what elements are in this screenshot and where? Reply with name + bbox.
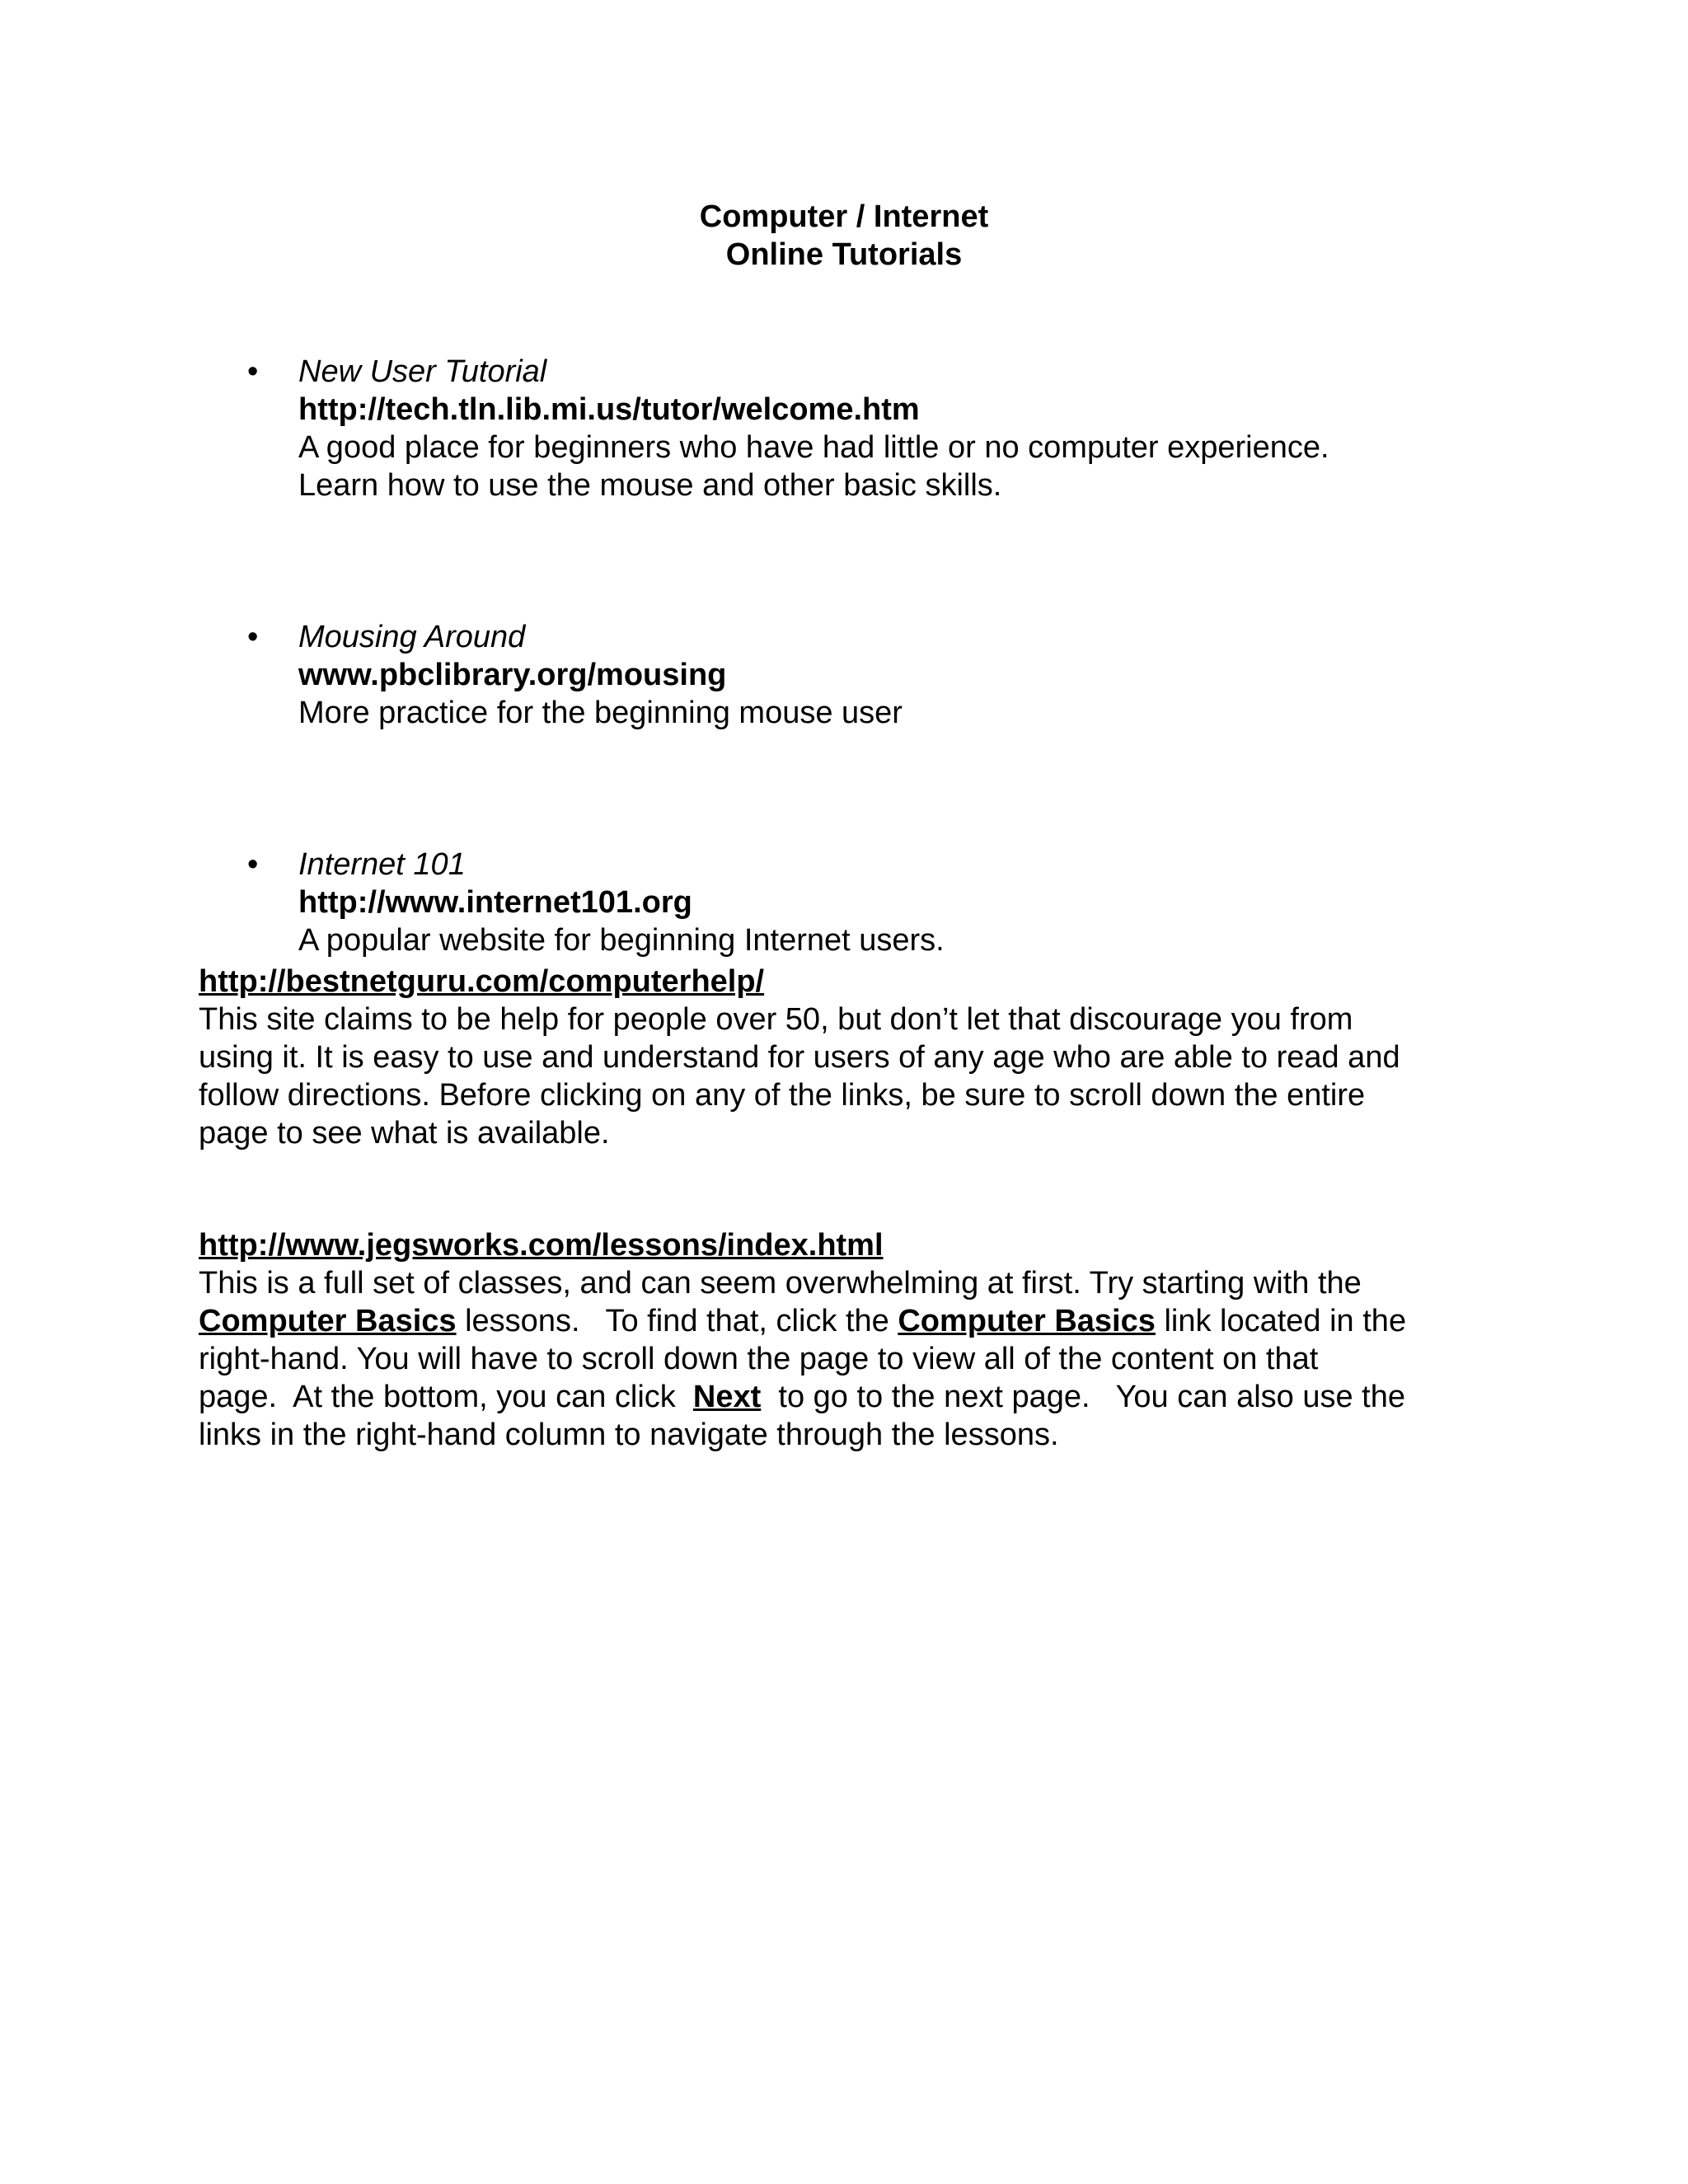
tutorial-url: http://tech.tln.lib.mi.us/tutor/welcome.htm (298, 392, 920, 427)
next-link[interactable]: Next (692, 1380, 762, 1414)
tutorial-list (247, 353, 1484, 959)
tutorial-description-line: A popular website for beginning Internet users. (298, 923, 945, 958)
computer-basics-link[interactable]: Computer Basics (199, 1304, 457, 1338)
tutorial-description-line: A good place for beginners who have had little or no computer experience. (298, 430, 1329, 465)
bullet-icon: • (247, 354, 259, 389)
jegsworks-link[interactable]: http://www.jegsworks.com/lessons/index.html (199, 1228, 884, 1263)
section-text-line: This site claims to be help for people over 50, but don’t let that discourage you from (199, 1002, 1353, 1037)
section-text-line: page to see what is available. (199, 1116, 610, 1151)
bullet-icon: • (247, 847, 259, 882)
tutorial-description-line: Learn how to use the mouse and other basic skills. (298, 468, 1002, 503)
title-line-2: Online Tutorials (725, 237, 963, 272)
inline-text: page. At the bottom, you can click (199, 1380, 693, 1414)
section-text-line: This is a full set of classes, and can seem overwhelming at first. Try starting with the (199, 1266, 1362, 1301)
section-text-line (199, 1302, 1501, 1340)
page-title (0, 198, 1688, 274)
section-text-line: using it. It is easy to use and understand for users of any age who are able to read and (199, 1040, 1400, 1075)
section-text-line: right-hand. You will have to scroll down the page to view all of the content on that (199, 1342, 1319, 1376)
bullet-icon: • (247, 620, 259, 654)
inline-text: link located in the (1155, 1304, 1407, 1338)
tutorial-url: www.pbclibrary.org/mousing (298, 658, 727, 692)
title-line-1: Computer / Internet (699, 199, 989, 234)
inline-text: lessons. To find that, click the (456, 1304, 898, 1338)
tutorial-title: Internet 101 (298, 847, 466, 882)
list-item (247, 353, 1484, 504)
bestnetguru-link[interactable]: http://bestnetguru.com/computerhelp/ (199, 964, 765, 999)
list-item (247, 618, 1484, 732)
inline-text: to go to the next page. You can also use the (761, 1380, 1405, 1414)
section-text-line: links in the right-hand column to navigate through the lessons. (199, 1418, 1059, 1452)
list-item (247, 846, 1484, 959)
section-text-line: follow directions. Before clicking on any of the links, be sure to scroll down the entire (199, 1078, 1366, 1113)
tutorial-description-line: More practice for the beginning mouse user (298, 696, 903, 730)
section-text-line (199, 1378, 1501, 1416)
tutorial-url: http://www.internet101.org (298, 885, 692, 920)
jegsworks-section (199, 1226, 1501, 1454)
tutorial-title: New User Tutorial (298, 354, 547, 389)
bestnetguru-section (199, 963, 1501, 1152)
computer-basics-link-2[interactable]: Computer Basics (898, 1304, 1156, 1338)
tutorial-title: Mousing Around (298, 620, 526, 654)
